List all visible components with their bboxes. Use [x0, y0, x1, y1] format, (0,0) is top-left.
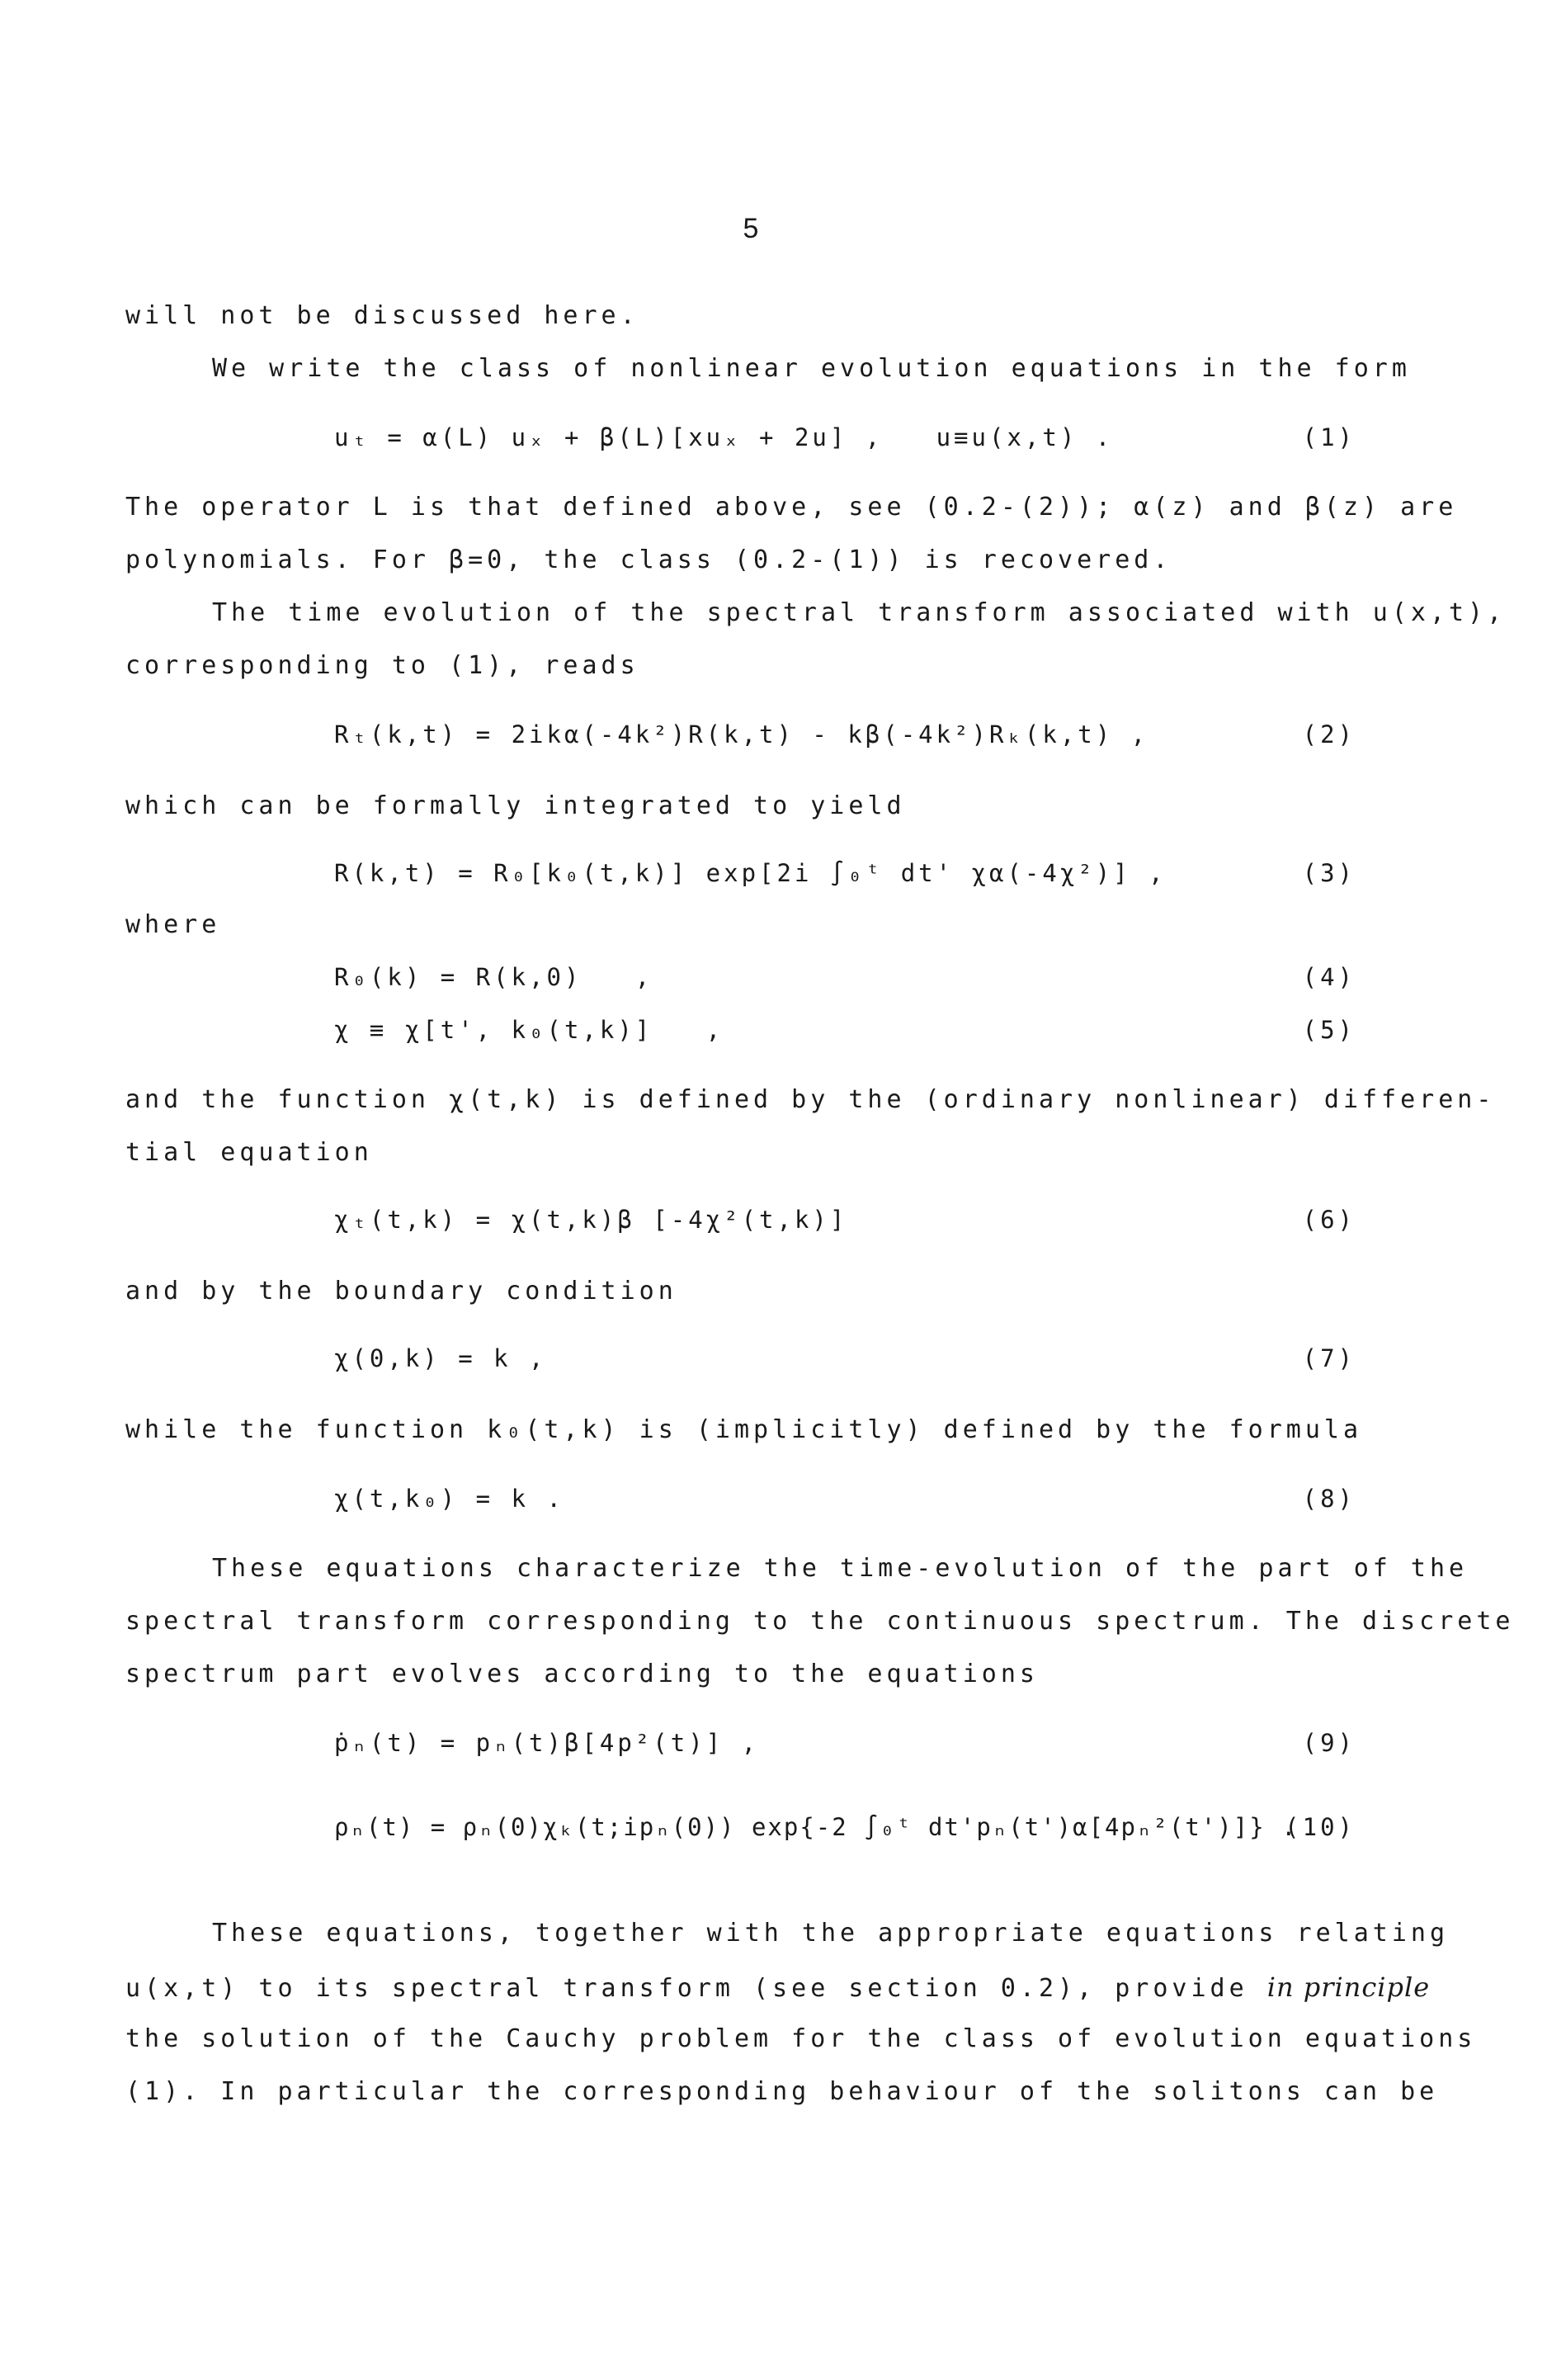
paragraph-line: where: [125, 910, 221, 939]
paragraph-line: the solution of the Cauchy problem for the class of evolution equations: [125, 2024, 1477, 2053]
equation-number: (8): [1302, 1485, 1356, 1513]
paragraph-line: which can be formally integrated to yield: [125, 791, 906, 820]
paragraph-line: polynomials. For β=0, the class (0.2-(1)) is recovered.: [125, 545, 1172, 574]
equation-7: χ(0,k) = k ,: [334, 1344, 547, 1372]
equation-number: (4): [1302, 963, 1356, 991]
paragraph-line: [125, 1974, 1430, 2001]
paragraph-line: We write the class of nonlinear evolution equations in the form: [212, 354, 1411, 383]
equation-10: ρₙ(t) = ρₙ(0)χₖ(t;ipₙ(0)) exp{-2 ∫₀ᵗ dt'pₙ(t')α[4pₙ²(t')]} .: [334, 1813, 1298, 1841]
equation-number: (9): [1302, 1729, 1356, 1757]
paragraph-line: will not be discussed here.: [125, 301, 639, 330]
paragraph-line: The time evolution of the spectral transform associated with u(x,t),: [212, 598, 1507, 627]
paragraph-line: These equations, together with the appropriate equations relating: [212, 1919, 1449, 1948]
equation-3: R(k,t) = R₀[k₀(t,k)] exp[2i ∫₀ᵗ dt' χα(-4χ²)] ,: [334, 859, 1167, 887]
emphasis-in-principle: in principle: [1266, 1972, 1431, 2003]
equation-9: ṗₙ(t) = pₙ(t)β[4p²(t)] ,: [334, 1729, 760, 1757]
paragraph-line: and by the boundary condition: [125, 1277, 677, 1306]
equation-4: R₀(k) = R(k,0) ,: [334, 963, 653, 991]
equation-2: Rₜ(k,t) = 2ikα(-4k²)R(k,t) - kβ(-4k²)Rₖ(k,t) ,: [334, 720, 1149, 748]
paragraph-line: tial equation: [125, 1138, 373, 1167]
equation-1: uₜ = α(L) uₓ + β(L)[xuₓ + 2u] , u≡u(x,t) .: [334, 423, 1114, 451]
paragraph-line: (1). In particular the corresponding behaviour of the solitons can be: [125, 2077, 1439, 2106]
paragraph-line: and the function χ(t,k) is defined by the (ordinary nonlinear) differen-: [125, 1085, 1496, 1114]
paragraph-fragment: u(x,t) to its spectral transform (see section 0.2), provide: [125, 1974, 1248, 2003]
paragraph-line: while the function k₀(t,k) is (implicitly) defined by the formula: [125, 1415, 1362, 1444]
paragraph-line: spectrum part evolves according to the equations: [125, 1660, 1039, 1688]
paragraph-line: corresponding to (1), reads: [125, 651, 639, 680]
equation-number: (7): [1302, 1344, 1356, 1372]
equation-8: χ(t,k₀) = k .: [334, 1485, 564, 1513]
equation-number: (5): [1302, 1016, 1356, 1044]
equation-number: (2): [1302, 720, 1356, 748]
paragraph-line: The operator L is that defined above, see (0.2-(2)); α(z) and β(z) are: [125, 493, 1458, 522]
paragraph-line: These equations characterize the time-evolution of the part of the: [212, 1554, 1469, 1583]
page-number: 5: [743, 213, 759, 244]
equation-number: (6): [1302, 1206, 1356, 1234]
equation-number: (1): [1302, 423, 1356, 451]
equation-number: (10): [1285, 1813, 1356, 1841]
equation-6: χₜ(t,k) = χ(t,k)β [-4χ²(t,k)]: [334, 1206, 848, 1234]
equation-number: (3): [1302, 859, 1356, 887]
paragraph-line: spectral transform corresponding to the continuous spectrum. The discrete: [125, 1607, 1515, 1636]
equation-5: χ ≡ χ[t', k₀(t,k)] ,: [334, 1016, 724, 1044]
